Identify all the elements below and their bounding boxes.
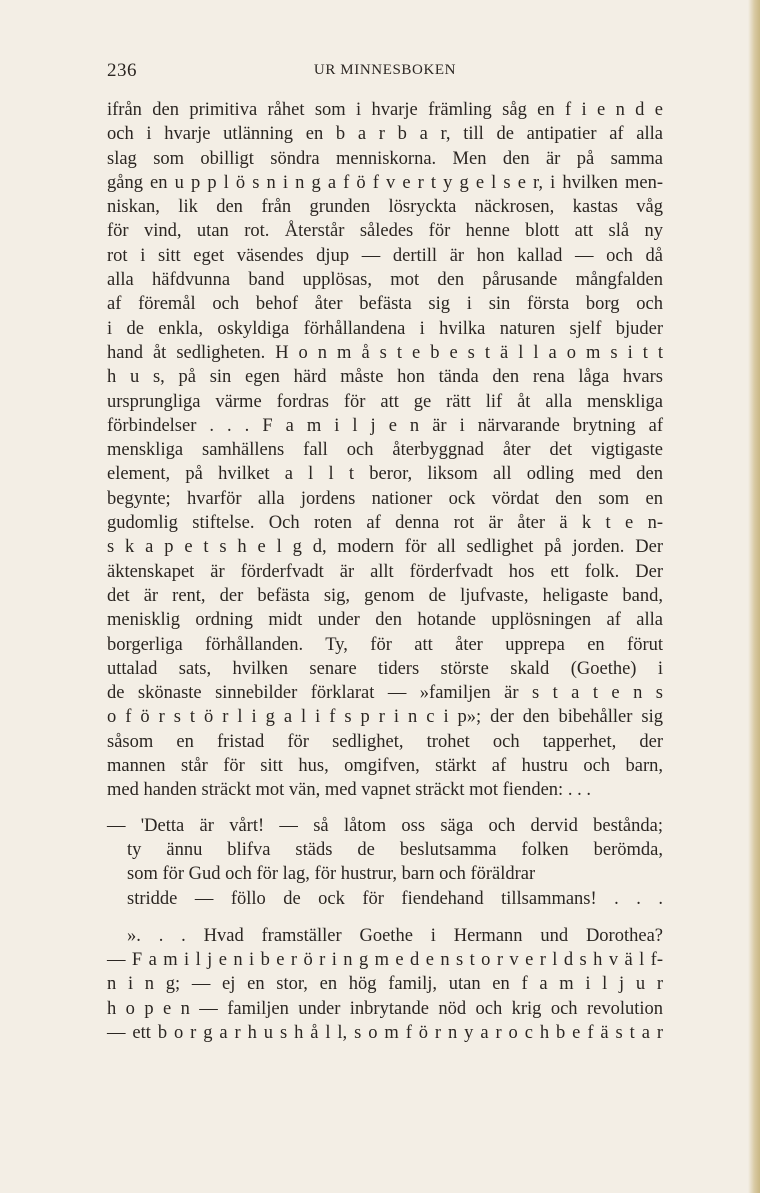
body-text — [107, 98, 663, 1045]
text-line: gång en u p p l ö s n i n g a f ö f v e r t y g e l s e r, i hvilken men- — [107, 172, 663, 193]
text-line: menisklig ordning midt under den hotande upplösningen af alla — [107, 610, 663, 631]
text-line: äktenskapet är förderfvadt är allt förderfvadt hos ett folk. Der — [107, 561, 663, 582]
text-line: begynte; hvarför alla jordens nationer ock vördat den som en — [107, 488, 663, 509]
text-line: gudomlig stiftelse. Och roten af denna rot är åter ä k t e n- — [107, 513, 663, 534]
text-line: de skönaste sinnebilder förklarat — »familjen är s t a t e n s — [107, 683, 663, 704]
verse-line: stridde — föllo de ock för fiendehand tillsammans! . . . — [127, 888, 663, 909]
closing-paragraph — [107, 924, 663, 1045]
text-line: menskliga samhällens fall och återbyggnad åter det vigtigaste — [107, 440, 663, 461]
verse-line: — 'Detta är vårt! — så låtom oss säga och dervid bestånda; — [107, 815, 663, 836]
text-line: och i hvarje utlänning en b a r b a r, till de antipatier af alla — [107, 124, 663, 145]
verse-block — [107, 814, 663, 911]
text-line: ifrån den primitiva råhet som i hvarje främling såg en f i e n d e — [107, 100, 663, 120]
text-line: uttalad sats, hvilken senare tiders störste skald (Goethe) i — [107, 658, 663, 679]
text-line: — F a m i l j e n i b e r ö r i n g m e d e n s t o r v e r l d s h v ä l f- — [107, 950, 663, 971]
verse-line: ty ännu blifva städs de beslutsamma folken berömda, — [127, 839, 663, 860]
text-line: niskan, lik den från grunden lösryckta näckrosen, kastas våg — [107, 197, 663, 218]
verse-line: som för Gud och för lag, för hustrur, barn och föräldrar — [127, 864, 536, 885]
text-line: s k a p e t s h e l g d, modern för all sedlighet på jorden. Der — [107, 537, 663, 558]
text-line: hand åt sedligheten. H o n m å s t e b e s t ä l l a o m s i t t — [107, 342, 663, 363]
text-line: alla häfdvunna band upplösas, mot den pårusande mångfalden — [107, 270, 663, 291]
text-line: mannen står för sitt hus, omgifven, stärkt af hustru och barn, — [107, 756, 663, 777]
text-line: h o p e n — familjen under inbrytande nöd och krig och revolution — [107, 998, 663, 1019]
text-line: ». . . Hvad framställer Goethe i Hermann und Dorothea? — [127, 925, 663, 946]
text-line: för vind, utan rot. Återstår således för henne blott att slå ny — [107, 221, 663, 242]
text-line: slag som obilligt söndra menniskorna. Men den är på samma — [107, 148, 663, 169]
text-line: förbindelser . . . F a m i l j e n är i närvarande brytning af — [107, 415, 663, 436]
page-number: 236 — [107, 60, 137, 81]
text-line: h u s, på sin egen härd måste hon tända den rena låga hvars — [107, 367, 663, 388]
text-line: i de enkla, oskyldiga förhållandena i hvilka naturen sjelf bjuder — [107, 318, 663, 339]
running-head: UR MINNESBOKEN — [313, 62, 457, 78]
text-line: element, på hvilket a l l t beror, liksom all odling med den — [107, 464, 663, 485]
text-line: n i n g; — ej en stor, en hög familj, utan en f a m i l j u r — [107, 974, 663, 995]
text-line: såsom en fristad för sedlighet, trohet och tapperhet, der — [107, 731, 663, 752]
page-header — [107, 60, 663, 86]
text-line: rot i sitt eget väsendes djup — dertill är hon kallad — och då — [107, 245, 663, 266]
text-line: ursprungliga värme fordras för att ge rätt lif åt alla menskliga — [107, 391, 663, 412]
text-line: med handen sträckt mot vän, med vapnet sträckt mot fienden: . . . — [107, 780, 591, 801]
text-line: borgerliga förhållanden. Ty, för att åter upprepa en förut — [107, 634, 663, 655]
text-line: o f ö r s t ö r l i g a l i f s p r i n c i p»; der den bibehåller sig — [107, 707, 663, 728]
text-line: — ett b o r g a r h u s h å l l, s o m f ö r n y a r o c h b e f ä s t a r — [107, 1022, 663, 1043]
text-line: af föremål och behof åter befästa sig i sin första borg och — [107, 294, 663, 315]
page-edge — [748, 0, 760, 1193]
text-line: det är rent, der befästa sig, genom de ljufvaste, heligaste band, — [107, 585, 663, 606]
